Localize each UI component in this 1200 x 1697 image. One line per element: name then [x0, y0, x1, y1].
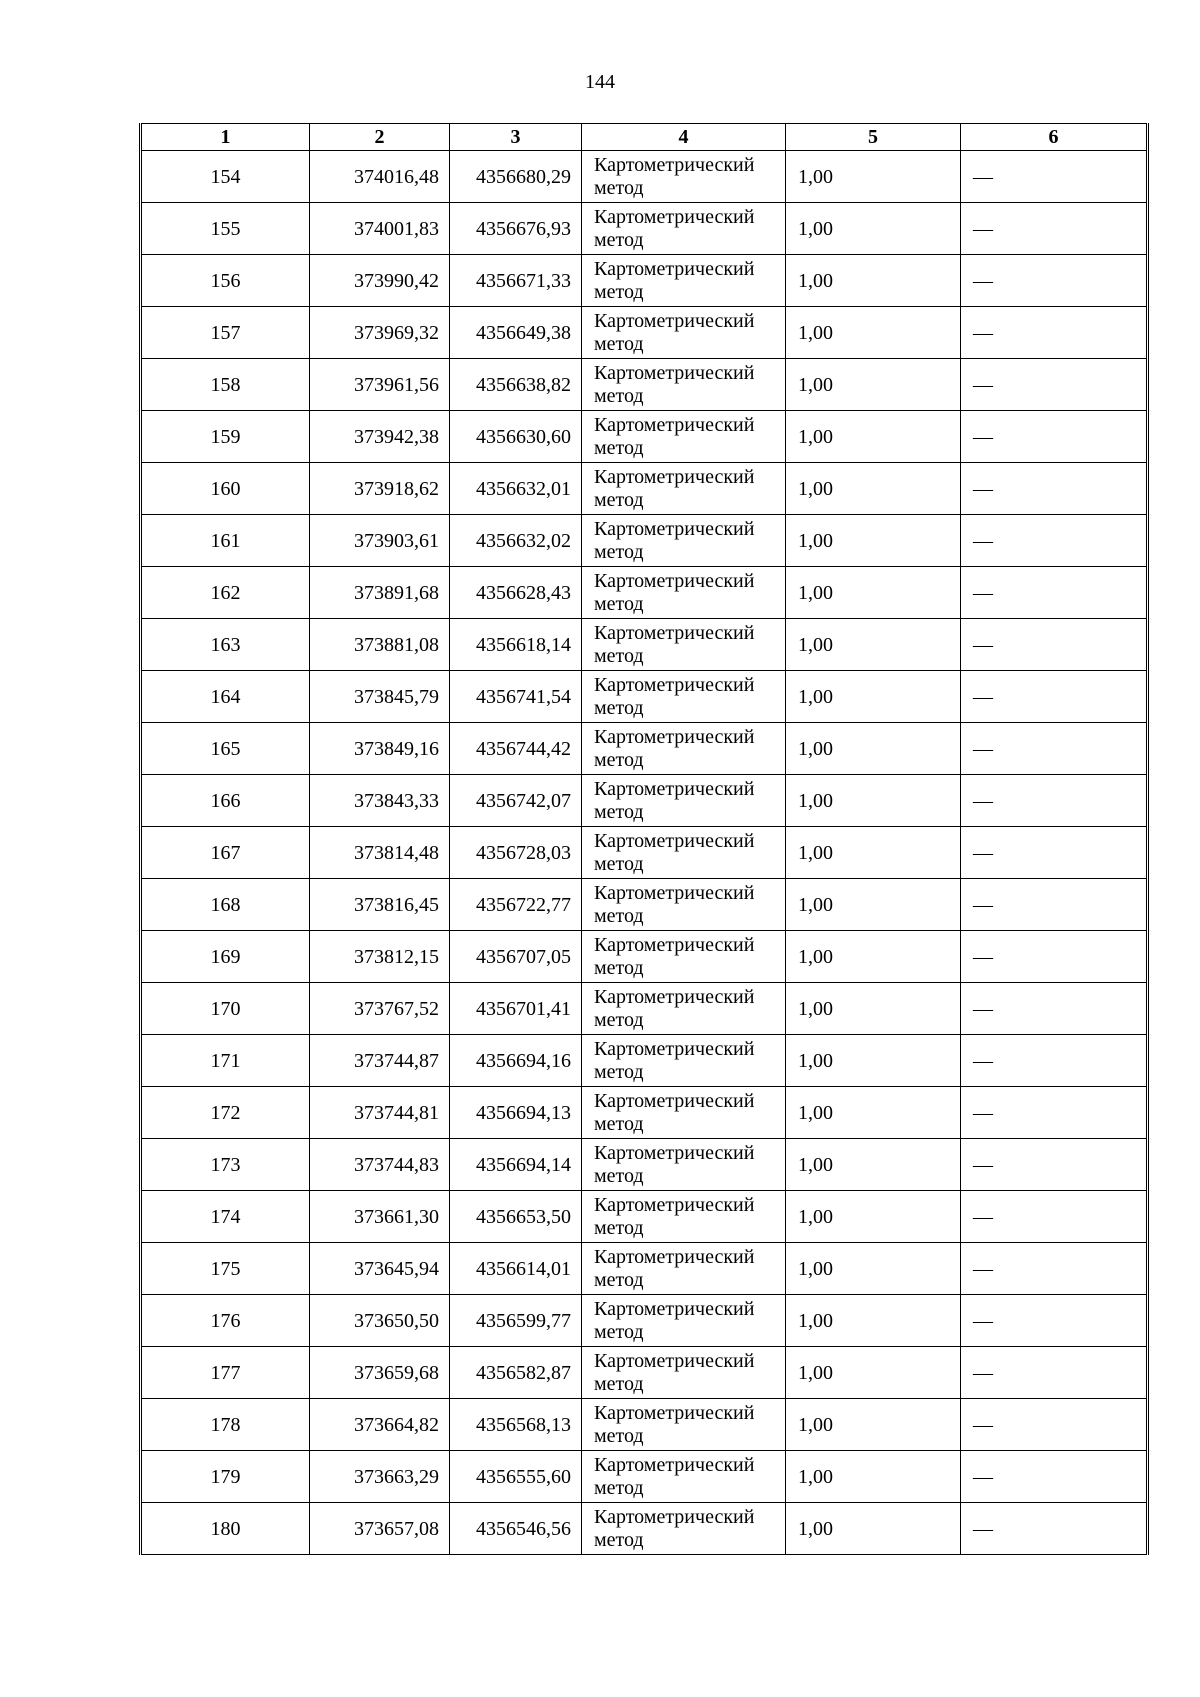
x-coordinate-cell: 374001,83 — [310, 203, 450, 255]
method-cell: Картометрический метод — [582, 203, 786, 255]
accuracy-cell: 1,00 — [786, 671, 961, 723]
header-cell: 2 — [310, 124, 450, 151]
x-coordinate-cell: 373657,08 — [310, 1503, 450, 1555]
accuracy-cell: 1,00 — [786, 1347, 961, 1399]
table-row — [141, 359, 1148, 411]
note-cell: — — [961, 619, 1148, 671]
method-cell: Картометрический метод — [582, 671, 786, 723]
accuracy-cell: 1,00 — [786, 307, 961, 359]
note-cell: — — [961, 1295, 1148, 1347]
note-cell: — — [961, 1191, 1148, 1243]
note-cell: — — [961, 775, 1148, 827]
x-coordinate-cell: 373661,30 — [310, 1191, 450, 1243]
x-coordinate-cell: 373744,87 — [310, 1035, 450, 1087]
header-cell: 4 — [582, 124, 786, 151]
accuracy-cell: 1,00 — [786, 411, 961, 463]
y-coordinate-cell: 4356632,01 — [450, 463, 582, 515]
header-cell: 1 — [141, 124, 310, 151]
point-number-cell: 154 — [141, 151, 310, 203]
y-coordinate-cell: 4356555,60 — [450, 1451, 582, 1503]
accuracy-cell: 1,00 — [786, 827, 961, 879]
method-cell: Картометрический метод — [582, 619, 786, 671]
y-coordinate-cell: 4356630,60 — [450, 411, 582, 463]
y-coordinate-cell: 4356582,87 — [450, 1347, 582, 1399]
table-row — [141, 1399, 1148, 1451]
accuracy-cell: 1,00 — [786, 1451, 961, 1503]
header-row — [141, 124, 1148, 151]
table-row — [141, 983, 1148, 1035]
accuracy-cell: 1,00 — [786, 515, 961, 567]
method-cell: Картометрический метод — [582, 723, 786, 775]
page-number: 144 — [585, 71, 615, 93]
x-coordinate-cell: 374016,48 — [310, 151, 450, 203]
table-row — [141, 671, 1148, 723]
table-row — [141, 151, 1148, 203]
accuracy-cell: 1,00 — [786, 203, 961, 255]
method-cell: Картометрический метод — [582, 151, 786, 203]
table-row — [141, 463, 1148, 515]
note-cell: — — [961, 567, 1148, 619]
x-coordinate-cell: 373814,48 — [310, 827, 450, 879]
point-number-cell: 169 — [141, 931, 310, 983]
note-cell: — — [961, 671, 1148, 723]
header-cell: 5 — [786, 124, 961, 151]
method-cell: Картометрический метод — [582, 359, 786, 411]
method-cell: Картометрический метод — [582, 463, 786, 515]
note-cell: — — [961, 1503, 1148, 1555]
y-coordinate-cell: 4356546,56 — [450, 1503, 582, 1555]
table-row — [141, 1035, 1148, 1087]
point-number-cell: 176 — [141, 1295, 310, 1347]
table-row — [141, 203, 1148, 255]
method-cell: Картометрический метод — [582, 1503, 786, 1555]
accuracy-cell: 1,00 — [786, 1295, 961, 1347]
y-coordinate-cell: 4356638,82 — [450, 359, 582, 411]
note-cell: — — [961, 359, 1148, 411]
note-cell: — — [961, 255, 1148, 307]
method-cell: Картометрический метод — [582, 1451, 786, 1503]
note-cell: — — [961, 879, 1148, 931]
accuracy-cell: 1,00 — [786, 879, 961, 931]
accuracy-cell: 1,00 — [786, 1191, 961, 1243]
point-number-cell: 156 — [141, 255, 310, 307]
point-number-cell: 165 — [141, 723, 310, 775]
x-coordinate-cell: 373767,52 — [310, 983, 450, 1035]
point-number-cell: 164 — [141, 671, 310, 723]
accuracy-cell: 1,00 — [786, 775, 961, 827]
method-cell: Картометрический метод — [582, 515, 786, 567]
accuracy-cell: 1,00 — [786, 1503, 961, 1555]
table-row — [141, 255, 1148, 307]
method-cell: Картометрический метод — [582, 1399, 786, 1451]
table-row — [141, 775, 1148, 827]
x-coordinate-cell: 373969,32 — [310, 307, 450, 359]
method-cell: Картометрический метод — [582, 1035, 786, 1087]
method-cell: Картометрический метод — [582, 983, 786, 1035]
note-cell: — — [961, 1035, 1148, 1087]
accuracy-cell: 1,00 — [786, 463, 961, 515]
table-row — [141, 515, 1148, 567]
note-cell: — — [961, 1087, 1148, 1139]
note-cell: — — [961, 203, 1148, 255]
note-cell: — — [961, 463, 1148, 515]
note-cell: — — [961, 515, 1148, 567]
y-coordinate-cell: 4356632,02 — [450, 515, 582, 567]
note-cell: — — [961, 1139, 1148, 1191]
y-coordinate-cell: 4356653,50 — [450, 1191, 582, 1243]
table-row — [141, 1451, 1148, 1503]
point-number-cell: 171 — [141, 1035, 310, 1087]
x-coordinate-cell: 373891,68 — [310, 567, 450, 619]
method-cell: Картометрический метод — [582, 879, 786, 931]
y-coordinate-cell: 4356614,01 — [450, 1243, 582, 1295]
x-coordinate-cell: 373650,50 — [310, 1295, 450, 1347]
y-coordinate-cell: 4356744,42 — [450, 723, 582, 775]
y-coordinate-cell: 4356649,38 — [450, 307, 582, 359]
point-number-cell: 162 — [141, 567, 310, 619]
table-row — [141, 411, 1148, 463]
accuracy-cell: 1,00 — [786, 1399, 961, 1451]
point-number-cell: 179 — [141, 1451, 310, 1503]
y-coordinate-cell: 4356680,29 — [450, 151, 582, 203]
point-number-cell: 159 — [141, 411, 310, 463]
accuracy-cell: 1,00 — [786, 1035, 961, 1087]
table-header — [141, 124, 1148, 151]
point-number-cell: 178 — [141, 1399, 310, 1451]
note-cell: — — [961, 827, 1148, 879]
point-number-cell: 172 — [141, 1087, 310, 1139]
table-body — [141, 151, 1148, 1555]
y-coordinate-cell: 4356618,14 — [450, 619, 582, 671]
x-coordinate-cell: 373849,16 — [310, 723, 450, 775]
method-cell: Картометрический метод — [582, 411, 786, 463]
method-cell: Картометрический метод — [582, 1295, 786, 1347]
table-row — [141, 723, 1148, 775]
accuracy-cell: 1,00 — [786, 931, 961, 983]
method-cell: Картометрический метод — [582, 775, 786, 827]
point-number-cell: 177 — [141, 1347, 310, 1399]
method-cell: Картометрический метод — [582, 567, 786, 619]
note-cell: — — [961, 307, 1148, 359]
y-coordinate-cell: 4356728,03 — [450, 827, 582, 879]
x-coordinate-cell: 373645,94 — [310, 1243, 450, 1295]
method-cell: Картометрический метод — [582, 931, 786, 983]
x-coordinate-cell: 373918,62 — [310, 463, 450, 515]
table-row — [141, 1087, 1148, 1139]
x-coordinate-cell: 373663,29 — [310, 1451, 450, 1503]
y-coordinate-cell: 4356599,77 — [450, 1295, 582, 1347]
note-cell: — — [961, 723, 1148, 775]
coordinates-table-wrapper — [139, 123, 1149, 1555]
x-coordinate-cell: 373881,08 — [310, 619, 450, 671]
accuracy-cell: 1,00 — [786, 255, 961, 307]
x-coordinate-cell: 373744,81 — [310, 1087, 450, 1139]
point-number-cell: 173 — [141, 1139, 310, 1191]
point-number-cell: 175 — [141, 1243, 310, 1295]
y-coordinate-cell: 4356628,43 — [450, 567, 582, 619]
y-coordinate-cell: 4356694,16 — [450, 1035, 582, 1087]
accuracy-cell: 1,00 — [786, 1243, 961, 1295]
table-row — [141, 619, 1148, 671]
note-cell: — — [961, 1243, 1148, 1295]
note-cell: — — [961, 1451, 1148, 1503]
x-coordinate-cell: 373744,83 — [310, 1139, 450, 1191]
note-cell: — — [961, 1399, 1148, 1451]
header-cell: 3 — [450, 124, 582, 151]
point-number-cell: 157 — [141, 307, 310, 359]
y-coordinate-cell: 4356694,14 — [450, 1139, 582, 1191]
table-row — [141, 567, 1148, 619]
method-cell: Картометрический метод — [582, 1347, 786, 1399]
y-coordinate-cell: 4356742,07 — [450, 775, 582, 827]
note-cell: — — [961, 151, 1148, 203]
accuracy-cell: 1,00 — [786, 1139, 961, 1191]
method-cell: Картометрический метод — [582, 255, 786, 307]
note-cell: — — [961, 411, 1148, 463]
point-number-cell: 163 — [141, 619, 310, 671]
point-number-cell: 161 — [141, 515, 310, 567]
table-row — [141, 1295, 1148, 1347]
point-number-cell: 170 — [141, 983, 310, 1035]
table-row — [141, 931, 1148, 983]
point-number-cell: 155 — [141, 203, 310, 255]
point-number-cell: 166 — [141, 775, 310, 827]
accuracy-cell: 1,00 — [786, 359, 961, 411]
method-cell: Картометрический метод — [582, 1191, 786, 1243]
table-row — [141, 1191, 1148, 1243]
point-number-cell: 158 — [141, 359, 310, 411]
y-coordinate-cell: 4356694,13 — [450, 1087, 582, 1139]
table-row — [141, 879, 1148, 931]
accuracy-cell: 1,00 — [786, 151, 961, 203]
y-coordinate-cell: 4356568,13 — [450, 1399, 582, 1451]
table-row — [141, 1243, 1148, 1295]
point-number-cell: 168 — [141, 879, 310, 931]
point-number-cell: 174 — [141, 1191, 310, 1243]
coordinates-table — [139, 123, 1149, 1555]
accuracy-cell: 1,00 — [786, 619, 961, 671]
table-row — [141, 1347, 1148, 1399]
point-number-cell: 180 — [141, 1503, 310, 1555]
table-row — [141, 827, 1148, 879]
y-coordinate-cell: 4356701,41 — [450, 983, 582, 1035]
y-coordinate-cell: 4356671,33 — [450, 255, 582, 307]
x-coordinate-cell: 373990,42 — [310, 255, 450, 307]
x-coordinate-cell: 373812,15 — [310, 931, 450, 983]
table-row — [141, 1139, 1148, 1191]
header-cell: 6 — [961, 124, 1148, 151]
note-cell: — — [961, 931, 1148, 983]
x-coordinate-cell: 373903,61 — [310, 515, 450, 567]
x-coordinate-cell: 373961,56 — [310, 359, 450, 411]
point-number-cell: 160 — [141, 463, 310, 515]
y-coordinate-cell: 4356707,05 — [450, 931, 582, 983]
accuracy-cell: 1,00 — [786, 1087, 961, 1139]
point-number-cell: 167 — [141, 827, 310, 879]
y-coordinate-cell: 4356722,77 — [450, 879, 582, 931]
method-cell: Картометрический метод — [582, 1243, 786, 1295]
method-cell: Картометрический метод — [582, 1087, 786, 1139]
x-coordinate-cell: 373659,68 — [310, 1347, 450, 1399]
x-coordinate-cell: 373942,38 — [310, 411, 450, 463]
method-cell: Картометрический метод — [582, 827, 786, 879]
note-cell: — — [961, 983, 1148, 1035]
x-coordinate-cell: 373843,33 — [310, 775, 450, 827]
accuracy-cell: 1,00 — [786, 567, 961, 619]
x-coordinate-cell: 373845,79 — [310, 671, 450, 723]
method-cell: Картометрический метод — [582, 307, 786, 359]
x-coordinate-cell: 373664,82 — [310, 1399, 450, 1451]
x-coordinate-cell: 373816,45 — [310, 879, 450, 931]
accuracy-cell: 1,00 — [786, 983, 961, 1035]
y-coordinate-cell: 4356741,54 — [450, 671, 582, 723]
table-row — [141, 307, 1148, 359]
y-coordinate-cell: 4356676,93 — [450, 203, 582, 255]
table-row — [141, 1503, 1148, 1555]
accuracy-cell: 1,00 — [786, 723, 961, 775]
note-cell: — — [961, 1347, 1148, 1399]
method-cell: Картометрический метод — [582, 1139, 786, 1191]
